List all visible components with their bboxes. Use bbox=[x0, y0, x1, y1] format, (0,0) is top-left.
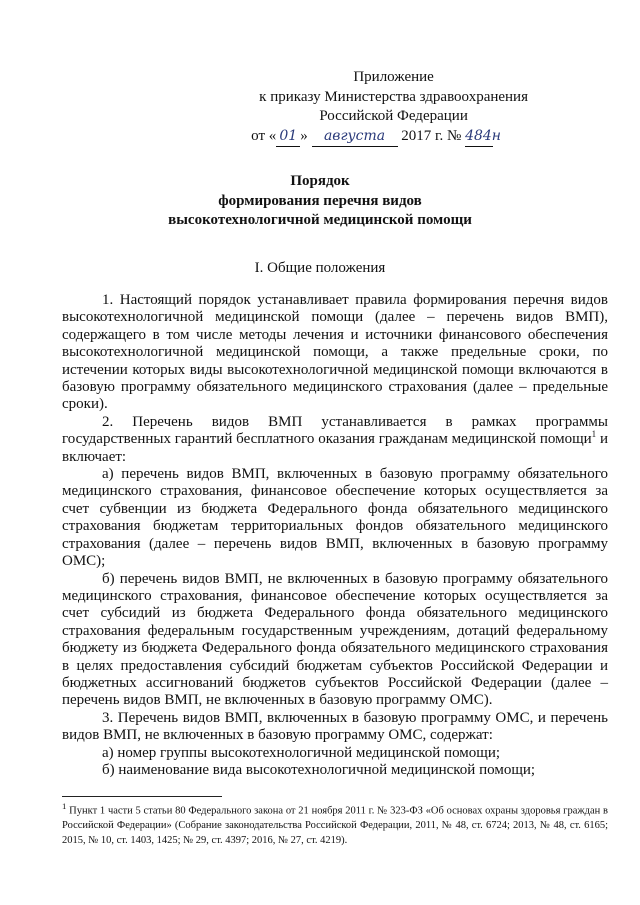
appendix-federation-line: Российской Федерации bbox=[319, 108, 468, 124]
title-line-3: высокотехнологичной медицинской помощи bbox=[168, 212, 472, 228]
paragraph-1: 1. Настоящий порядок устанавливает правила формирования перечня видов высокотехнологичной медицинской помощи (далее – перечень видов ВМП), содержащего в том числе методы лечения и источники финансового обеспечения высокотехнологичной медицинской помощи, а также предельные сроки, по истечении которых виды высокотехнологичной медицинской помощи включаются в базовую программу обязательного медицинского страхования (далее – предельные сроки). bbox=[62, 292, 608, 413]
handwritten-order-number: 484н bbox=[465, 127, 493, 148]
appendix-order-line: к приказу Министерства здравоохранения bbox=[259, 88, 528, 105]
appendix-label: Приложение bbox=[353, 69, 434, 85]
footnote-ref: 1 bbox=[591, 429, 597, 440]
handwritten-day: 01 bbox=[276, 127, 300, 148]
title-line-2: формирования перечня видов bbox=[218, 192, 422, 209]
footnote-marker: 1 bbox=[62, 801, 67, 811]
paragraph-2b: б) перечень видов ВМП, не включенных в базовую программу обязательного медицинского страхования, финансовое обеспечение которых осуществляется за счет субсидий из бюджета Федерального фонда обязательного медицинского страхования федеральным государственным учреждениям, дотаций федеральному бюджету из бюджета Федерального фонда обязательного медицинского страхования в целях предоставления субсидий бюджетам субъектов Российской Федерации и бюджетных ассигнований бюджетов субъектов Российской Федерации (далее – перечень видов ВМП, не включенных в базовую программу ОМС). bbox=[62, 570, 608, 709]
paragraph-3: 3. Перечень видов ВМП, включенных в базовую программу ОМС, и перечень видов ВМП, не включенных в базовую программу ОМС, содержат: bbox=[62, 709, 608, 744]
date-year: 2017 г. № bbox=[397, 127, 466, 144]
date-prefix: от « bbox=[251, 127, 277, 144]
title-line-1: Порядок bbox=[290, 173, 350, 189]
handwritten-month: августа bbox=[312, 127, 398, 148]
paragraph-3b: б) наименование вида высокотехнологичной медицинской помощи; bbox=[102, 761, 536, 778]
footnote-text: Пункт 1 части 5 статьи 80 Федерального закона от 21 ноября 2011 г. № 323-ФЗ «Об основах охраны здоровья граждан в Российской Федерации» (Собрание законодательства Российской Федерации, 2011, № 48, ст. 6724; 2013, № 48, ст. 6165; 2015, № 10, ст. 1403, 1425; № 29, ст. 4397; 2016, № 27, ст. 4219). bbox=[62, 805, 608, 846]
appendix-header bbox=[251, 68, 528, 147]
paragraph-2-tail: и включает: bbox=[62, 431, 608, 465]
paragraph-2 bbox=[62, 414, 608, 466]
paragraph-3a: а) номер группы высокотехнологичной медицинской помощи; bbox=[102, 744, 501, 761]
date-mid: » bbox=[300, 127, 312, 144]
paragraph-2-text: 2. Перечень видов ВМП устанавливается в рамках программы государственных гарантий бесплатного оказания гражданам медицинской помощи bbox=[62, 413, 608, 448]
paragraph-2a: а) перечень видов ВМП, включенных в базовую программу обязательного медицинского страхования, финансовое обеспечение которых осуществляется за счет субвенции из бюджета Федерального фонда обязательного медицинского страхования бюджетам территориальных фондов обязательного медицинского страхования (далее – перечень видов ВМП, включенных в базовую программу ОМС); bbox=[62, 466, 608, 570]
footnote-divider bbox=[62, 796, 222, 797]
appendix-date-line bbox=[251, 127, 528, 148]
section-heading: I. Общие положения bbox=[254, 260, 386, 276]
document-body bbox=[62, 292, 608, 779]
document-title bbox=[0, 172, 640, 231]
footnote bbox=[62, 799, 608, 848]
